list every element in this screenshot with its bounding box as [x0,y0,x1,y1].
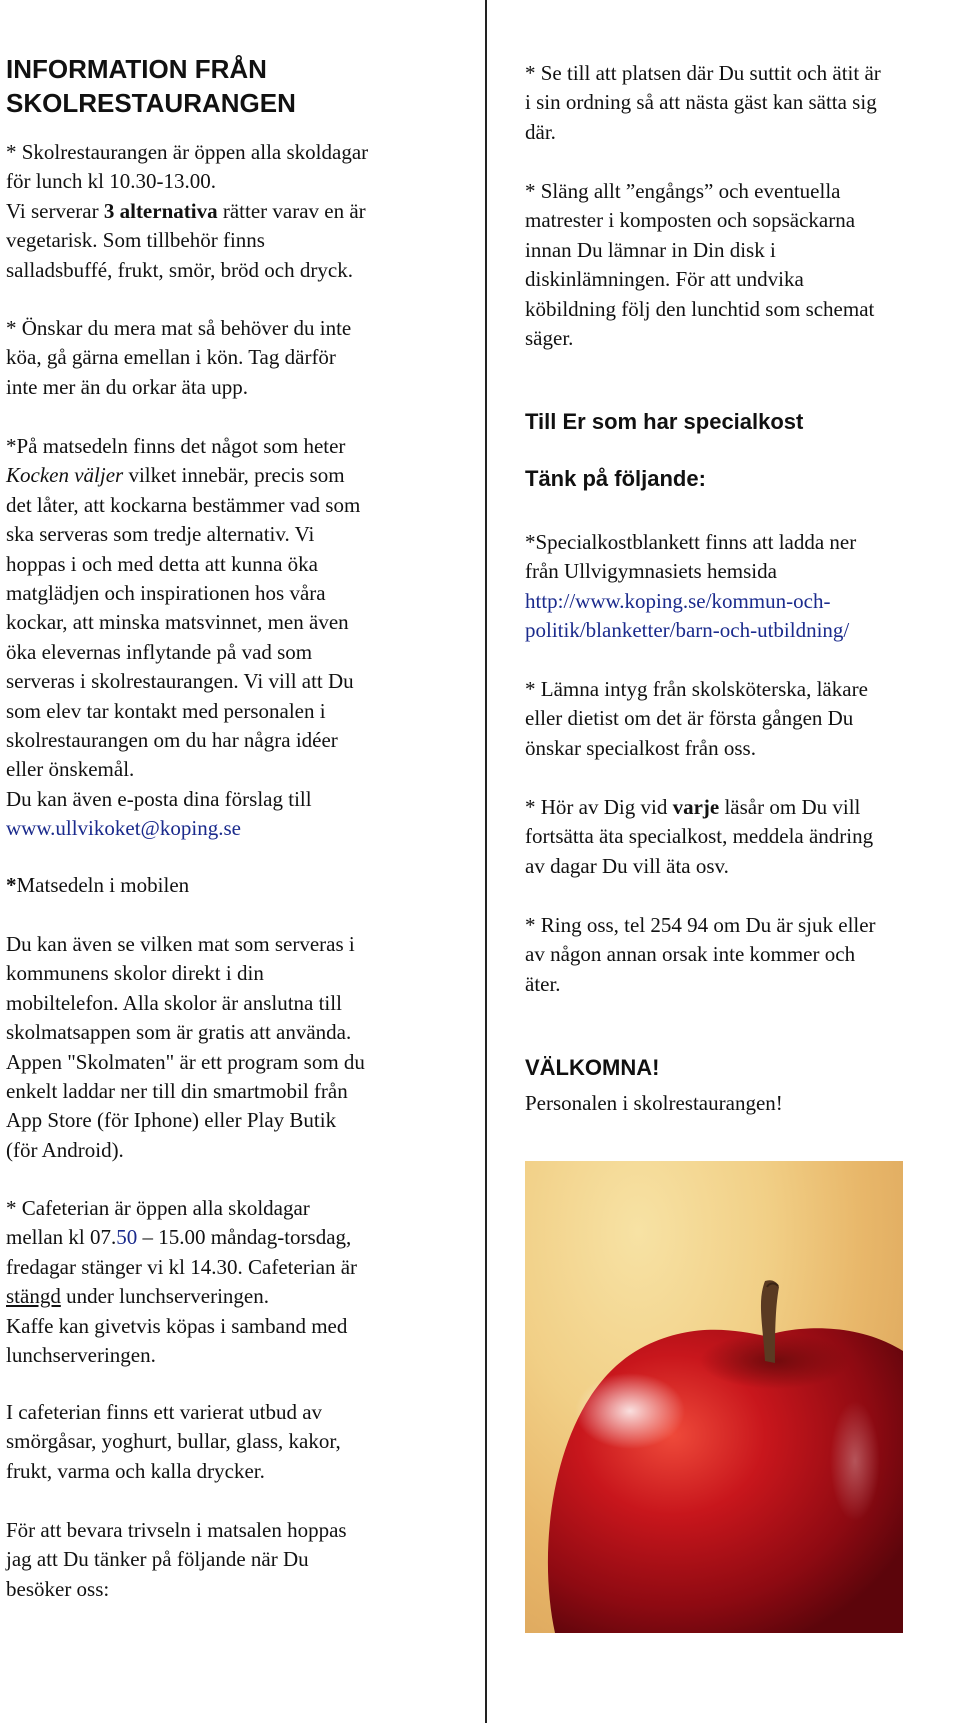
column-divider [485,0,487,1723]
mobile-app-paragraph: Du kan även se vilken mat som serveras i kommunens skolor direkt i din mobiltelefon. Alla skolor är anslutna till skolmatsappen som är gratis att använda. Appen "Skolmaten" är ett program som du enkelt laddar ner till din smartmobil från App Store (för Iphone) eller Play Butik (för Android). [6,932,365,1162]
special-diet-form-paragraph [525,528,856,646]
kocken-text-2: vilket innebär, precis som det låter, att kockarna bestämmer vad som ska serveras som tredje alternativ. Vi hoppas i och med detta att kunna öka matglädjen och inspirationen hos våra kockar, att minska matsvinnet, men även öka elevernas inflytande på vad som serveras i skolrestaurangen. Vi vill att Du som elev tar kontakt med personalen i skolrestaurangen om du har några idéer eller önskemål. Du kan även e-posta dina förslag till [6,463,361,811]
form-download-link[interactable]: http://www.koping.se/kommun-och- politik/blanketter/barn-och-utbildning/ [525,588,850,643]
welcome-heading: VÄLKOMNA! [525,1055,660,1080]
cafe-text-1: * Cafeterian är öppen alla skoldagar mellan kl 07. [6,1196,310,1250]
staff-signature: Personalen i skolrestaurangen! [525,1091,783,1115]
yearly-renewal-paragraph [525,793,873,881]
kocken-valjer-italic: Kocken väljer [6,463,124,488]
mobile-heading [6,871,189,900]
cafe-text-2: – 15.00 måndag-torsdag, fredagar stänger vi kl 14.30. Cafeterian är [6,1225,358,1279]
page-title: INFORMATION FRÅN SKOLRESTAURANGEN [6,54,296,118]
cafeteria-hours-paragraph [6,1194,357,1370]
call-us-paragraph: * Ring oss, tel 254 94 om Du är sjuk eller av någon annan orsak inte kommer och äter. [525,913,876,996]
cafeteria-offer-paragraph: I cafeterian finns ett varierat utbud av smörgåsar, yoghurt, bullar, glass, kakor, frukt, varma och kalla drycker. [6,1400,341,1483]
seat-order-paragraph: * Se till att platsen där Du suttit och ätit är i sin ordning så att nästa gäst kan sätta sig där. [525,61,881,144]
dining-etiquette-intro: För att bevara trivseln i matsalen hoppas jag att Du tänker på följande när Du besöker oss: [6,1518,347,1601]
waste-sorting-paragraph: * Släng allt ”engångs” och eventuella matrester i komposten och sopsäckarna innan Du lämnar in Din disk i diskinlämningen. För att undvika köbildning följ den lunchtid som schemat säger. [525,179,875,351]
cafe-closed-underlined: stängd [6,1284,61,1309]
cafe-text-3: under lunchserveringen. Kaffe kan givetvis köpas i samband med lunchserveringen. [6,1284,348,1368]
lunch-hours-paragraph [6,138,368,285]
red-apple-photo [525,1161,903,1633]
mobile-heading-text: Matsedeln i mobilen [16,873,190,897]
lunch-hours-text-1: * Skolrestaurangen är öppen alla skoldagar för lunch kl 10.30-13.00. Vi serverar [6,140,369,223]
form-text: *Specialkostblankett finns att ladda ner från Ullvigymnasiets hemsida [525,530,857,584]
certificate-paragraph: * Lämna intyg från skolsköterska, läkare eller dietist om det är första gången Du önskar specialkost från oss. [525,677,868,760]
yearly-text-2: läsår om Du vill fortsätta äta specialkost, meddela ändring av dagar Du vill äta osv. [525,795,874,878]
apple-icon [525,1161,903,1633]
lunch-alternatives-bold: 3 alternativa [103,198,218,223]
yearly-text-1: * Hör av Dig vid [525,795,673,819]
kocken-text-1: *På matsedeln finns det något som heter [6,434,346,458]
cafe-time-blue: 50 [116,1225,138,1250]
consider-heading: Tänk på följande: [525,466,706,491]
more-food-paragraph: * Önskar du mera mat så behöver du inte köa, gå gärna emellan i kön. Tag därför inte mer än du orkar äta upp. [6,316,352,399]
yearly-every-bold: varje [672,795,720,819]
kocken-valjer-paragraph [6,432,360,844]
special-diet-heading: Till Er som har specialkost [525,409,804,434]
email-link[interactable]: www.ullvikoket@koping.se [6,816,241,841]
lunch-hours-text-2: rätter varav en är vegetarisk. Som tillbehör finns salladsbuffé, frukt, smör, bröd och dryck. [6,198,366,282]
mobile-heading-star: * [6,873,17,897]
